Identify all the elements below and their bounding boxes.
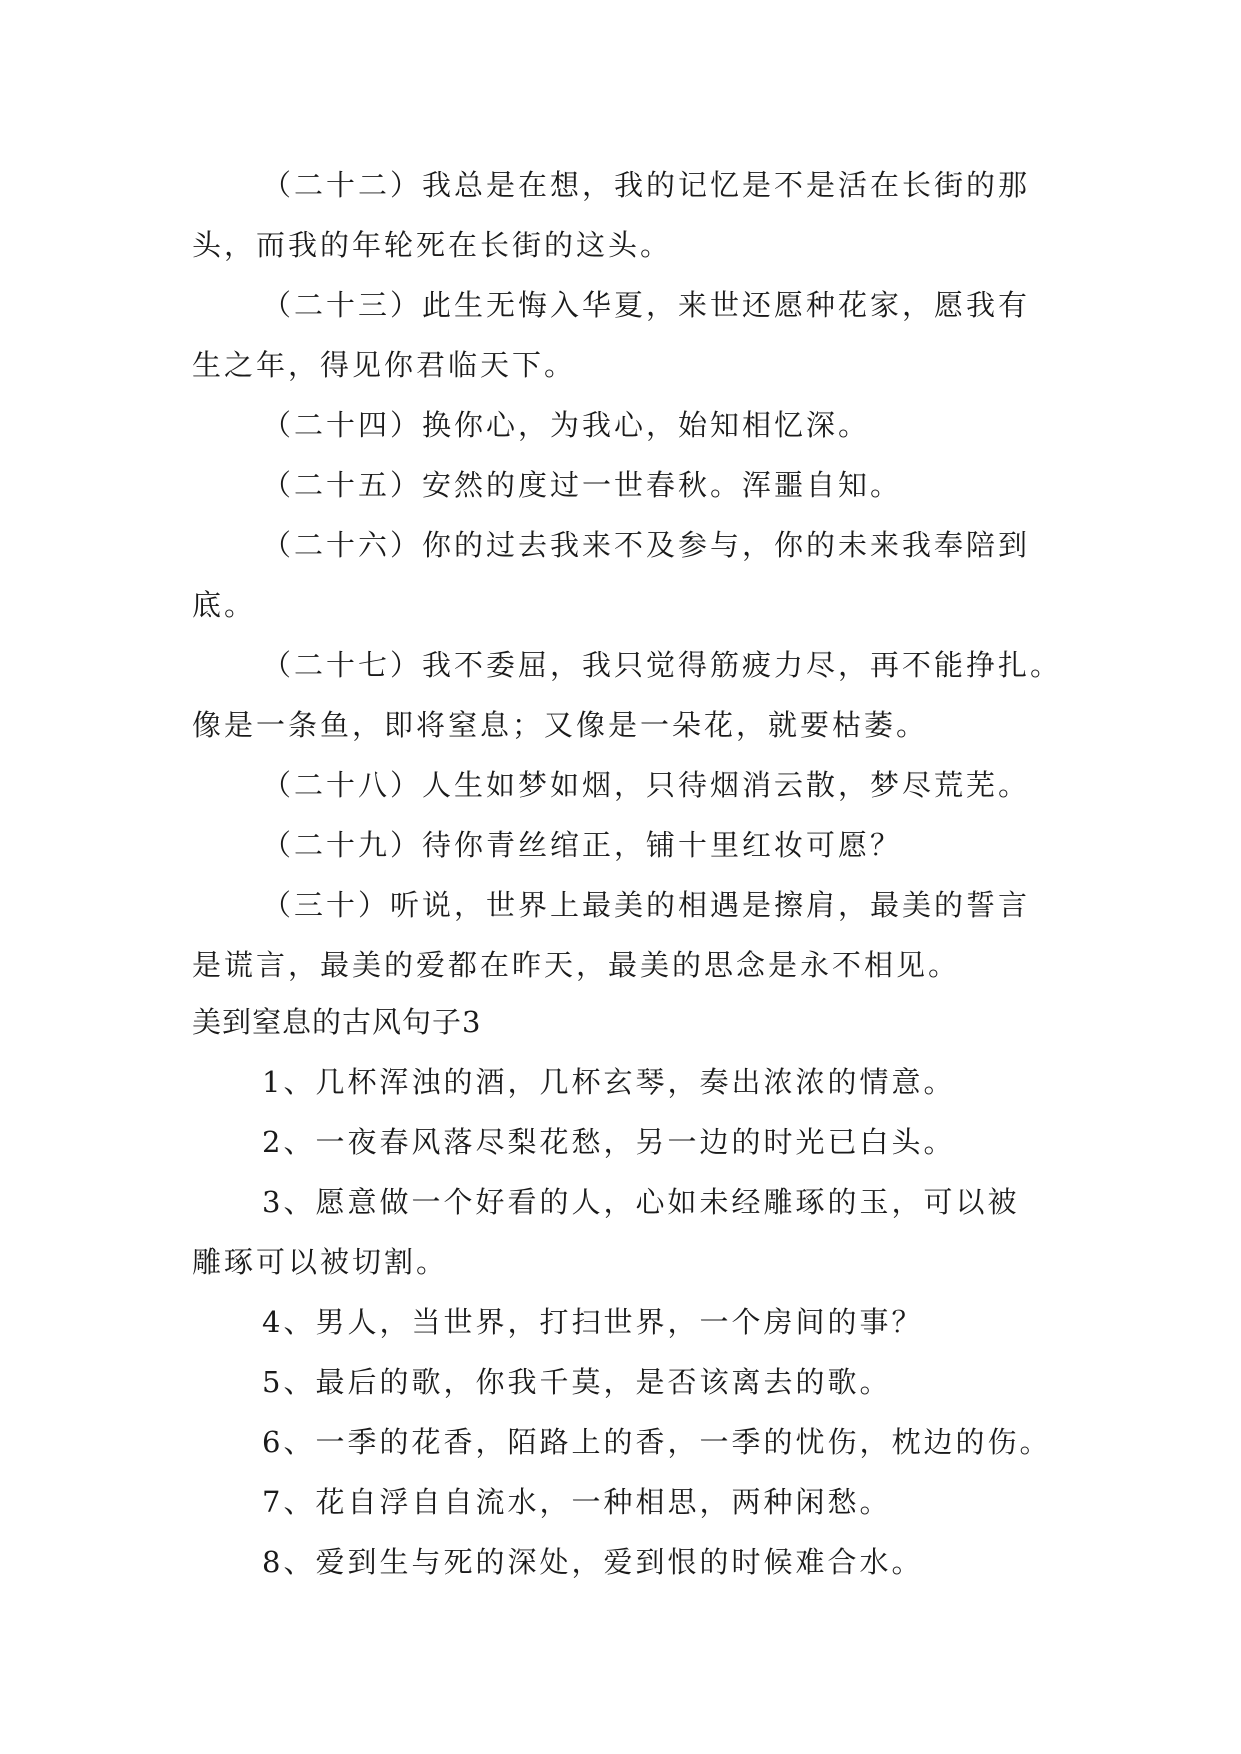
- paragraph-23-line-1: （二十三）此生无悔入华夏，来世还愿种花家，愿我有: [262, 288, 1031, 322]
- item-3-line-1: 3、愿意做一个好看的人，心如未经雕琢的玉，可以被: [262, 1185, 1020, 1219]
- item-3-line-2: 雕琢可以被切割。: [192, 1245, 449, 1279]
- paragraph-26-line-2: 底。: [192, 588, 257, 622]
- item-6: 6、一季的花香，陌路上的香，一季的忧伤，枕边的伤。: [262, 1425, 1052, 1459]
- paragraph-26-line-1: （二十六）你的过去我来不及参与，你的未来我奉陪到: [262, 528, 1031, 562]
- paragraph-23-line-2: 生之年，得见你君临天下。: [192, 348, 577, 382]
- item-8: 8、爱到生与死的深处，爱到恨的时候难合水。: [262, 1545, 924, 1579]
- item-1: 1、几杯浑浊的酒，几杯玄琴，奏出浓浓的情意。: [262, 1065, 956, 1099]
- section-heading: 美到窒息的古风句子3: [192, 1005, 482, 1039]
- paragraph-30-line-1: （三十）听说，世界上最美的相遇是擦肩，最美的誓言: [262, 888, 1031, 922]
- item-7: 7、花自浮自自流水，一种相思，两种闲愁。: [262, 1485, 892, 1519]
- paragraph-27-line-2: 像是一条鱼，即将窒息；又像是一朵花，就要枯萎。: [192, 708, 929, 742]
- item-2: 2、一夜春风落尽梨花愁，另一边的时光已白头。: [262, 1125, 956, 1159]
- paragraph-29: （二十九）待你青丝绾正，铺十里红妆可愿？: [262, 828, 903, 862]
- paragraph-22-line-2: 头，而我的年轮死在长街的这头。: [192, 228, 673, 262]
- paragraph-24: （二十四）换你心，为我心，始知相忆深。: [262, 408, 871, 442]
- paragraph-28: （二十八）人生如梦如烟，只待烟消云散，梦尽荒芜。: [262, 768, 1031, 802]
- item-5: 5、最后的歌，你我千莫，是否该离去的歌。: [262, 1365, 892, 1399]
- paragraph-30-line-2: 是谎言，最美的爱都在昨天，最美的思念是永不相见。: [192, 948, 961, 982]
- paragraph-25: （二十五）安然的度过一世春秋。浑噩自知。: [262, 468, 903, 502]
- paragraph-27-line-1: （二十七）我不委屈，我只觉得筋疲力尽，再不能挣扎。: [262, 648, 1063, 682]
- paragraph-22-line-1: （二十二）我总是在想，我的记忆是不是活在长街的那: [262, 168, 1031, 202]
- item-4: 4、男人，当世界，打扫世界，一个房间的事？: [262, 1305, 924, 1339]
